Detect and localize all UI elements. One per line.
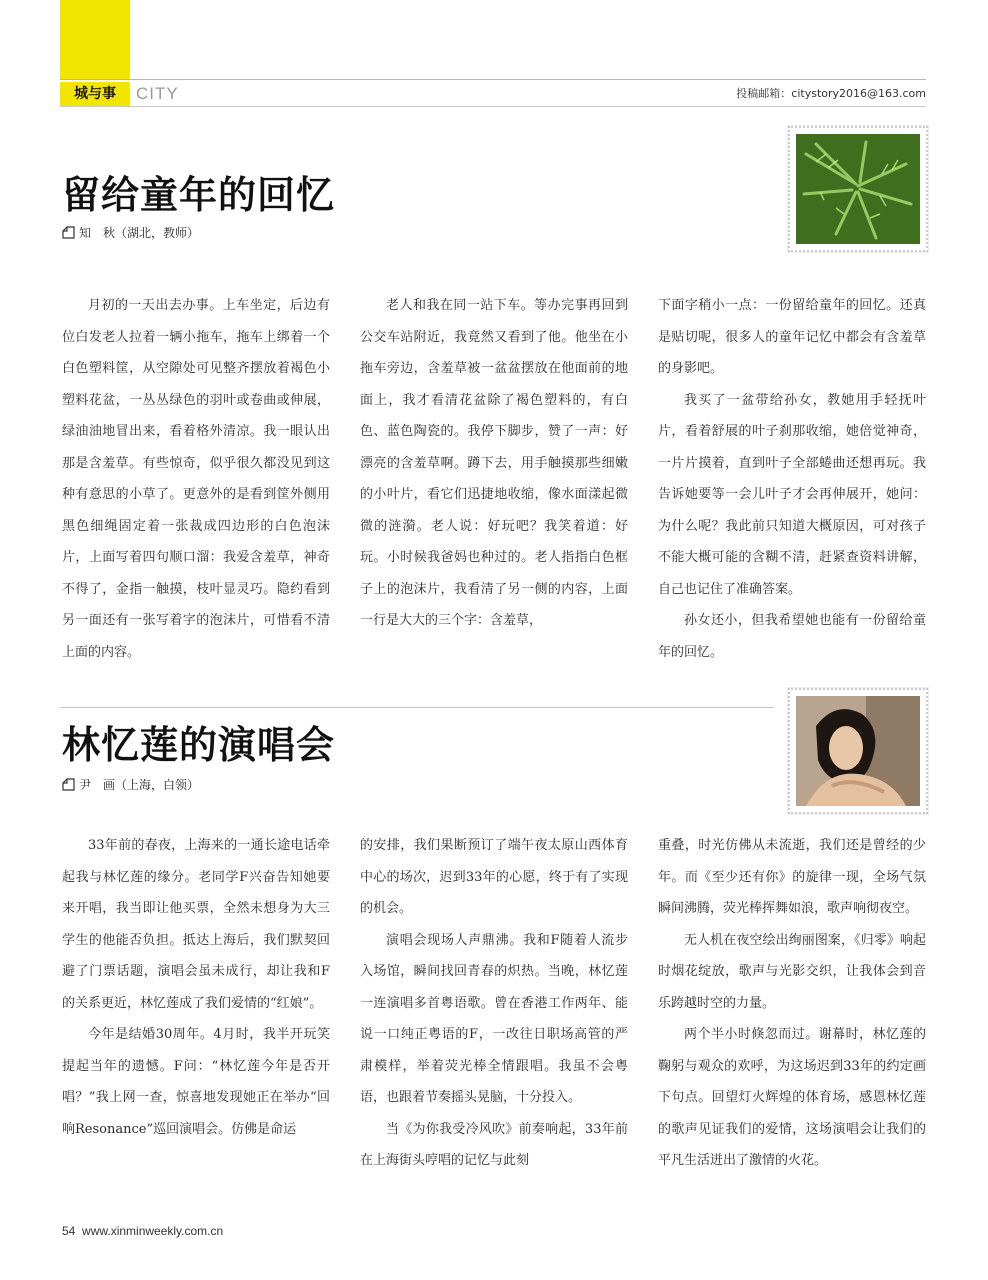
paragraph: 33年前的春夜，上海来的一通长途电话牵起我与林忆莲的缘分。老同学F兴奋告知她要来开唱，我当即让他买票，全然未想身为大三学生的他能否负担。抵达上海后，我们默契回避了门票话题，演唱会虽未成行，却让我和F的关系更近，林忆莲成了我们爱情的“红娘”。 [62,838,330,1011]
header-rule [60,79,926,80]
paragraph-continued: 重叠，时光仿佛从未流逝，我们还是曾经的少年。而《至少还有你》的旋律一现，全场气氛瞬间沸腾，荧光棒挥舞如浪，歌声响彻夜空。 [658,838,926,916]
byline-text: 尹 画（上海，白领） [79,778,200,792]
article2-column-1 [62,830,330,1145]
paragraph: 今年是结婚30周年。4月时，我半开玩笑提起当年的遗憾。F问：“林忆莲今年是否开唱？”我上网一查，惊喜地发现她正在举办“回响Resonance”巡回演唱会。仿佛是命运 [62,1027,330,1137]
submission-email: 投稿邮箱：citystory2016@163.com [736,87,926,100]
singer-portrait-stamp [788,688,928,814]
article1-column-1 [62,290,330,668]
paragraph: 孙女还小，但我希望她也能有一份留给童年的回忆。 [658,613,926,660]
mimosa-leaf-image [796,134,920,244]
pen-icon [62,226,75,244]
paragraph-continued: 的安排，我们果断预订了端午夜太原山西体育中心的场次，迟到33年的心愿，终于有了实现的机会。 [360,838,628,916]
section-label-en: CITY [136,84,179,103]
article-title: 林忆莲的演唱会 [62,723,336,767]
yellow-tab [60,0,130,80]
article2-column-3 [658,830,926,1177]
paragraph: 月初的一天出去办事。上车坐定，后边有位白发老人拉着一辆小拖车，拖车上绑着一个白色塑料筐，从空隙处可见整齐摆放着褐色小塑料花盆，一丛丛绿色的羽叶或卷曲或伸展，绿油油地冒出来，看着格外清凉。我一眼认出那是含羞草。有些惊奇，似乎很久都没见到这种有意思的小草了。更意外的是看到筐外侧用黑色细绳固定着一张裁成四边形的白色泡沫片，上面写着四句顺口溜：我爱含羞草，神奇不得了，金指一触摸，枝叶显灵巧。隐约看到另一面还有一张写着字的泡沫片，可惜看不清上面的内容。 [62,298,330,660]
paragraph-continued: 下面字稍小一点：一份留给童年的回忆。还真是贴切呢，很多人的童年记忆中都会有含羞草的身影吧。 [658,298,926,376]
article1-column-3 [658,290,926,668]
paragraph: 我买了一盆带给孙女，教她用手轻抚叶片，看着舒展的叶子刹那收缩，她倍觉神奇，一片片摸着，直到叶子全部蜷曲还想再玩。我告诉她要等一会儿叶子才会再伸展开，她问：为什么呢？我此前只知道大概原因，可对孩子不能大概可能的含糊不清，赶紧查资料讲解，自己也记住了准确答案。 [658,392,926,597]
paragraph: 两个半小时倏忽而过。谢幕时，林忆莲的鞠躬与观众的欢呼，为这场迟到33年的约定画下句点。回望灯火辉煌的体育场，感恩林忆莲的歌声见证我们的爱情，这场演唱会让我们的平凡生活迸出了激情的火花。 [658,1027,926,1168]
article2-column-2 [360,830,628,1177]
mimosa-leaf-stamp [788,126,928,252]
paragraph: 老人和我在同一站下车。等办完事再回到公交车站附近，我竟然又看到了他。他坐在小拖车旁边，含羞草被一盆盆摆放在他面前的地面上，我才看清花盆除了褐色塑料的，有白色、蓝色陶瓷的。我停下脚步，赞了一声：好漂亮的含羞草啊。蹲下去，用手触摸那些细嫩的小叶片，看它们迅捷地收缩，像水面漾起微微的涟漪。老人说：好玩吧？我笑着道：好玩。小时候我爸妈也种过的。老人指指白色框子上的泡沫片，我看清了另一侧的内容，上面一行是大大的三个字：含羞草， [360,298,628,628]
website-url: www.xinminweekly.com.cn [82,1224,224,1238]
article1-column-2 [360,290,628,637]
section-label: 城与事 [60,82,130,106]
page-number: 54 [62,1224,76,1238]
pen-icon [62,778,75,796]
header-rule-lower [60,106,926,107]
article-byline [62,224,199,244]
paragraph: 当《为你我受冷风吹》前奏响起，33年前在上海街头哼唱的记忆与此刻 [360,1121,628,1168]
paragraph: 无人机在夜空绘出绚丽图案，《归零》响起时烟花绽放，歌声与光影交织，让我体会到音乐跨越时空的力量。 [658,932,926,1011]
paragraph: 演唱会现场人声鼎沸。我和F随着人流步入场馆，瞬间找回青春的炽热。当晚，林忆莲一连演唱多首粤语歌。曾在香港工作两年、能说一口纯正粤语的F，一改往日职场高管的严肃模样，举着荧光棒全情跟唱。我虽不会粤语，也跟着节奏摇头晃脑，十分投入。 [360,932,628,1105]
article-divider [60,707,774,708]
byline-text: 知 秋（湖北，教师） [79,226,200,240]
article-title: 留给童年的回忆 [62,173,336,217]
article-byline [62,776,199,796]
page-footer [62,1224,223,1238]
singer-portrait-image [796,696,920,806]
